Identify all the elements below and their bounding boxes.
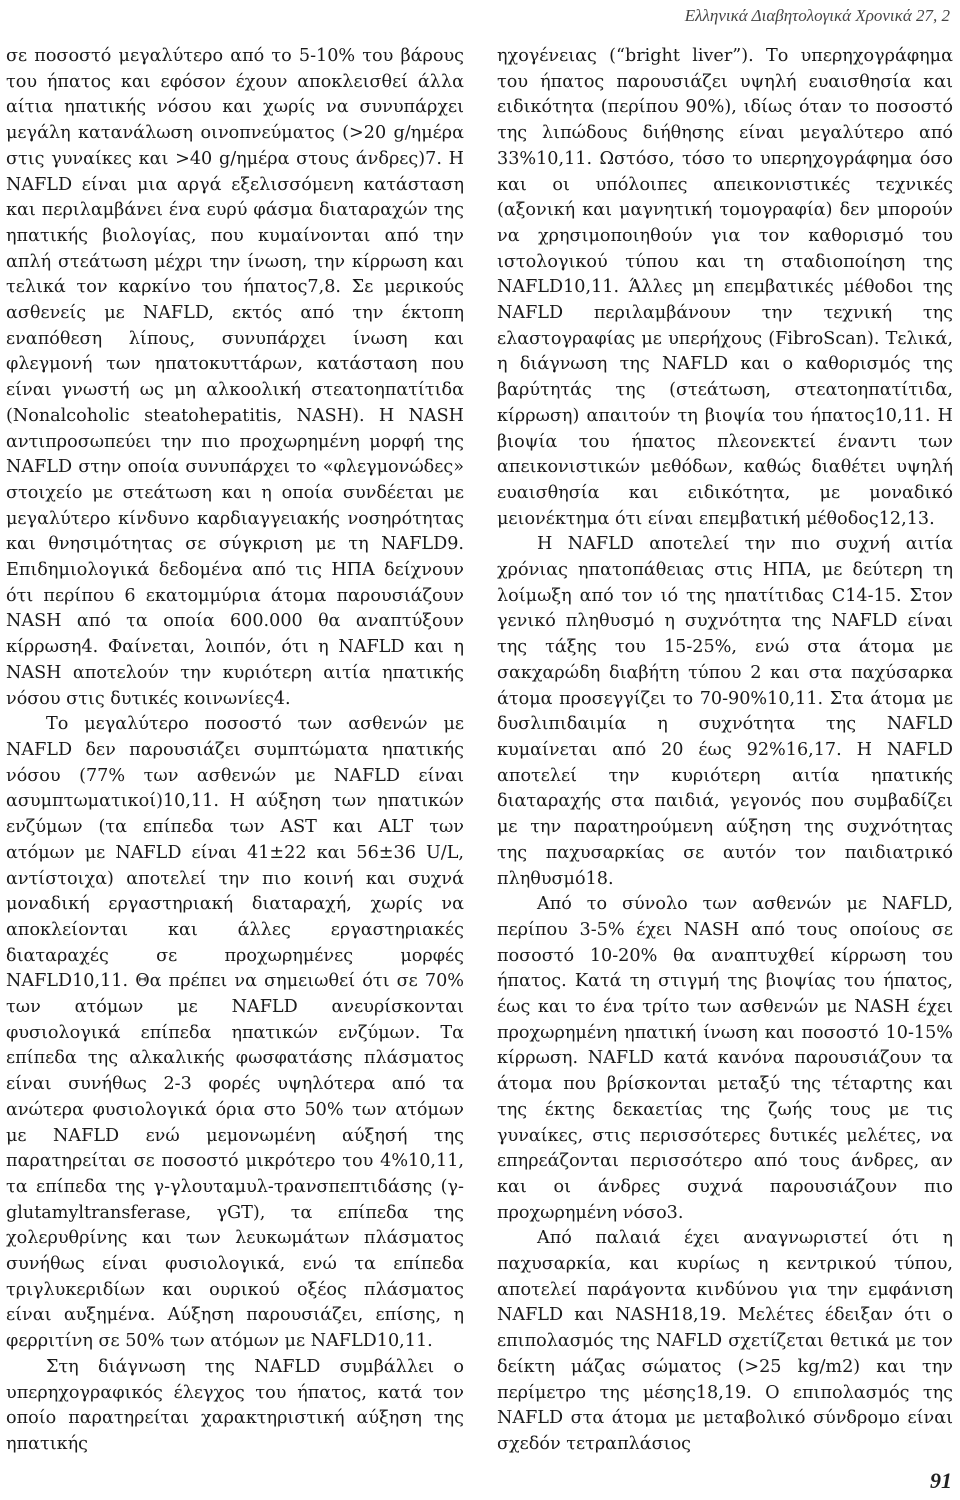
- paragraph: Η NAFLD αποτελεί την πιο συχνή αιτία χρόνιας ηπατοπάθειας στις ΗΠΑ, με δεύτερη τη λοίμωξη από τον ιό της ηπατίτιδας C14-15. Στον γενικό πληθυσμό η συχνότητα της NAFLD είναι της τάξης του 15-25%, ενώ στα άτομα με σακχαρώδη διαβήτη τύπου 2 και στα παχύσαρκα άτομα προσεγγίζει το 70-90%10,11. Στα άτομα με δυσλιπιδαιμία η συχνότητα της NAFLD κυμαίνεται από 20 έως 92%16,17. Η NAFLD αποτελεί την κυριότερη αιτία ηπατικής διαταραχής στα παιδιά, γεγονός που συμβαδίζει με την παρατηρούμενη αύξηση της συχνότητας της παχυσαρκίας σε αυτόν τον παιδιατρικό πληθυσμό18.: [497, 534, 953, 889]
- paragraph: Από το σύνολο των ασθενών με NAFLD, περίπου 3-5% έχει NASH από τους οποίους σε ποσοστό 10-20% θα αναπτυχθεί κίρρωση του ήπατος. Κατά τη στιγμή της βιοψίας του ήπατος, έως και το ένα τρίτο των ασθενών με NASH έχει προχωρημένη ηπατική ίνωση και ποσοστό 10-15% κίρρωση. NAFLD κατά κανόνα παρουσιάζουν τα άτομα που βρίσκονται μεταξύ της τέταρτης και της έκτης δεκαετίας της ζωής τους με τις γυναίκες, στις περισσότερες δυτικές μελέτες, να επηρεάζονται περισσότερο από τους άνδρες, αν και οι άνδρες συχνά παρουσιάζουν πιο προχωρημένη νόσο3.: [497, 894, 953, 1223]
- running-header: Ελληνικά Διαβητολογικά Χρονικά 27, 2: [684, 6, 950, 25]
- paragraph: Το μεγαλύτερο ποσοστό των ασθενών με NAFLD δεν παρουσιάζει συμπτώματα ηπατικής νόσου (77% των ασθενών με NAFLD είναι ασυμπτωματικοί)10,11. Η αύξηση των ηπατικών ενζύμων (τα επίπεδα των AST και ALT των ατόμων με NAFLD είναι 41±22 και 56±36 U/L, αντίστοιχα) αποτελεί την πιο κοινή και συχνά μοναδική εργαστηριακή διαταραχή, χωρίς να αποκλείονται και άλλες εργαστηριακές διαταραχές σε προχωρημένες μορφές NAFLD10,11. Θα πρέπει να σημειωθεί ότι σε 70% των ατόμων με NAFLD ανευρίσκονται φυσιολογικά επίπεδα ηπατικών ενζύμων. Τα επίπεδα της αλκαλικής φωσφατάσης πλάσματος είναι συνήθως 2-3 φορές υψηλότερα από τα ανώτερα φυσιολογικά όρια στο 50% των ατόμων με NAFLD ενώ μεμονωμένη αύξησή της παρατηρείται σε ποσοστό μικρότερο του 4%10,11, τα επίπεδα της γ-γλουταμυλ-τρανσπεπτιδάσης (γ-glutamyltransferase, γGT), τα επίπεδα της χολερυθρίνης και των λευκωμάτων πλάσματος συνήθως είναι φυσιολογικά, ενώ τα επίπεδα τριγλυκεριδίων και ουρικού οξέος πλάσματος είναι αυξημένα. Αύξηση παρουσιάζει, επίσης, η φερριτίνη σε 50% των ατόμων με NAFLD10,11.: [6, 714, 464, 1352]
- page-number: 91: [930, 1468, 952, 1493]
- paragraph: Στη διάγνωση της NAFLD συμβάλλει ο υπερηχογραφικός έλεγχος του ήπατος, κατά τον οποίο παρατηρείται χαρακτηριστική αύξηση της ηπατικής: [6, 1356, 464, 1454]
- paragraph: ηχογένειας (“bright liver”). Το υπερηχογράφημα του ήπατος παρουσιάζει υψηλή ευαισθησία και ειδικότητα (περίπου 90%), ιδίως όταν το ποσοστό της λιπώδους διήθησης είναι μεγαλύτερο από 33%10,11. Ωστόσο, τόσο το υπερηχογράφημα όσο και οι υπόλοιπες απεικονιστικές τεχνικές (αξονική και μαγνητική τομογραφία) δεν μπορούν να χρησιμοποιηθούν για τον καθορισμό του ιστολογικού τύπου και τη σταδιοποίηση της NAFLD10,11. Άλλες μη επεμβατικές μέθοδοι της NAFLD περιλαμβάνουν την τεχνική της ελαστογραφίας με υπερήχους (FibroScan). Τελικά, η διάγνωση της NAFLD και ο καθορισμός της βαρύτητάς της (στεάτωση, στεατοηπατίτιδα, κίρρωση) απαιτούν τη βιοψία του ήπατος10,11. Η βιοψία του ήπατος πλεονεκτεί έναντι των απεικονιστικών μεθόδων, καθώς διαθέτει υψηλή ευαισθησία και ειδικότητα, με μοναδικό μειονέκτημα ότι είναι επεμβατική μέθοδος12,13.: [497, 46, 953, 529]
- paragraph: σε ποσοστό μεγαλύτερο από το 5-10% του βάρους του ήπατος και εφόσον έχουν αποκλεισθεί άλλα αίτια ηπατικής νόσου και χωρίς να συνυπάρχει μεγάλη κατανάλωση οινοπνεύματος (>20 g/ημέρα στις γυναίκες και >40 g/ημέρα στους άνδρες)7. Η NAFLD είναι μια αργά εξελισσόμενη κατάσταση και περιλαμβάνει ένα ευρύ φάσμα διαταραχών της ηπατικής βιολογίας, που κυμαίνονται από την απλή στεάτωση μέχρι την ίνωση, την κίρρωση και τελικά τον καρκίνο του ήπατος7,8. Σε μερικούς ασθενείς με NAFLD, εκτός από την έκτοπη εναπόθεση λίπους, συνυπάρχει ίνωση και φλεγμονή των ηπατοκυττάρων, κατάσταση που είναι γνωστή ως μη αλκοολική στεατοηπατίτιδα (Nonalcoholic steatohepatitis, NASH). Η NASH αντιπροσωπεύει την πιο προχωρημένη μορφή της NAFLD στην οποία συνυπάρχει το «φλεγμονώδες» στοιχείο με στεάτωση και η οποία συνδέεται με μεγαλύτερο κίνδυνο καρδιαγγειακής νοσηρότητας και θνησιμότητας σε σύγκριση με τη NAFLD9. Επιδημιολογικά δεδομένα από τις ΗΠΑ δείχνουν ότι περίπου 6 εκατομμύρια άτομα παρουσιάζουν NASH από τα οποία 600.000 θα αναπτύξουν κίρρωση4. Φαίνεται, λοιπόν, ότι η NAFLD και η NASH αποτελούν την κυριότερη αιτία ηπατικής νόσου στις δυτικές κοινωνίες4.: [6, 46, 464, 709]
- paragraph: Από παλαιά έχει αναγνωριστεί ότι η παχυσαρκία, και κυρίως η κεντρικού τύπου, αποτελεί παράγοντα κινδύνου για την εμφάνιση NAFLD και NASH18,19. Μελέτες έδειξαν ότι ο επιπολασμός της NAFLD σχετίζεται θετικά με τον δείκτη μάζας σώματος (>25 kg/m2) και την περίμετρο της μέσης18,19. Ο επιπολασμός της NAFLD στα άτομα με μεταβολικό σύνδρομο είναι σχεδόν τετραπλάσιος: [497, 1228, 953, 1454]
- right-column: [497, 44, 953, 1458]
- left-column: [6, 44, 464, 1458]
